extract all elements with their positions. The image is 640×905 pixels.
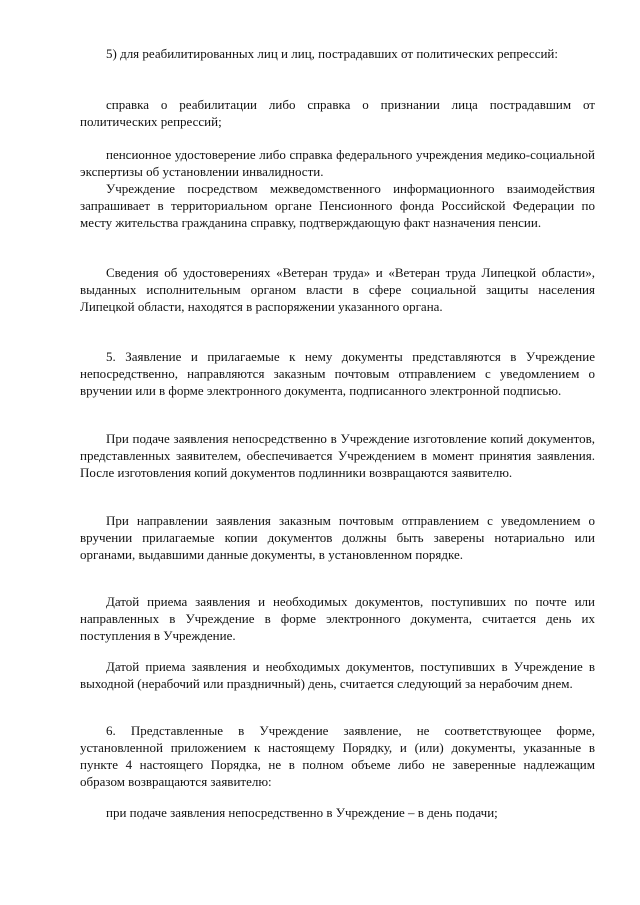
paragraph-direct-submission-return: при подаче заявления непосредственно в Учреждение – в день подачи; xyxy=(106,805,498,820)
paragraph-receipt-date-holiday: Датой приема заявления и необходимых документов, поступивших в Учреждение в выходной (нерабочий или праздничный) день, считается следующий за нерабочим днем. xyxy=(80,659,595,691)
paragraph-item-5-submission: 5. Заявление и прилагаемые к нему документы представляются в Учреждение непосредственно, направляются заказным почтовым отправлением с уведомлением о вручении или в форме электронного документа, подписанного электронной подписью. xyxy=(80,349,595,398)
paragraph-veteran-certificates: Сведения об удостоверениях «Ветеран труда» и «Ветеран труда Липецкой области», выданных исполнительным органом власти в сфере социальной защиты населения Липецкой области, находятся в распоряжении указанного органа. xyxy=(80,265,595,314)
paragraph-receipt-date-postal: Датой приема заявления и необходимых документов, поступивших по почте или направленных в Учреждение в форме электронного документа, считается день их поступления в Учреждение. xyxy=(80,594,595,643)
paragraph-pension-certificate: пенсионное удостоверение либо справка федерального учреждения медико-социальной экспертизы об установлении инвалидности. xyxy=(80,147,595,179)
paragraph-item-6-return: 6. Представленные в Учреждение заявление, не соответствующее форме, установленной приложением к настоящему Порядку, и (или) документы, указанные в пункте 4 настоящего Порядка, не в полном объеме либо не заверенные надлежащим образом возвращаются заявителю: xyxy=(80,723,595,789)
paragraph-interagency-request: Учреждение посредством межведомственного информационного взаимодействия запрашивает в территориальном органе Пенсионного фонда Российской Федерации по месту жительства гражданина справку, подтверждающую факт назначения пенсии. xyxy=(80,181,595,230)
paragraph-rehabilitation-certificate: справка о реабилитации либо справка о признании лица пострадавшим от политических репрессий; xyxy=(80,97,595,129)
paragraph-political-repression-heading: 5) для реабилитированных лиц и лиц, пострадавших от политических репрессий: xyxy=(106,46,558,61)
paragraph-postal-submission: При направлении заявления заказным почтовым отправлением с уведомлением о вручении прилагаемые копии документов должны быть заверены нотариально или органами, выдавшими данные документы, в установленном порядке. xyxy=(80,513,595,562)
paragraph-direct-submission-copies: При подаче заявления непосредственно в Учреждение изготовление копий документов, представленных заявителем, обеспечивается Учреждением в момент принятия заявления. После изготовления копий документов подлинники возвращаются заявителю. xyxy=(80,431,595,480)
